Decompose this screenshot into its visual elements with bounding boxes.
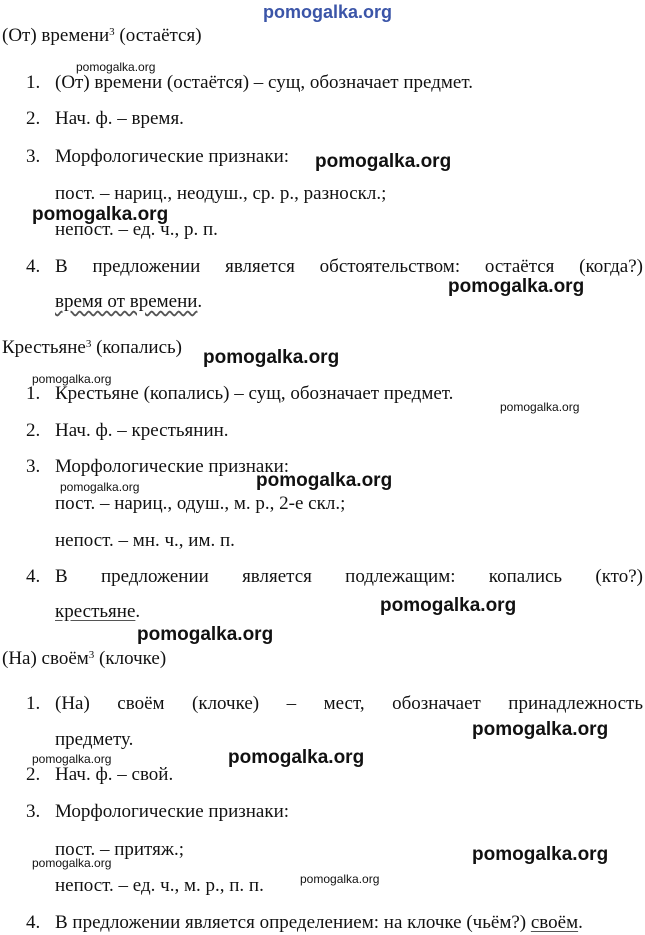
watermark: pomogalka.org <box>203 347 340 368</box>
list-item-continuation <box>55 601 140 623</box>
watermark: pomogalka.org <box>380 595 517 616</box>
item-number: 4. <box>26 256 41 277</box>
period: . <box>135 601 141 622</box>
heading-rest: (остаётся) <box>114 25 202 46</box>
watermark-small: pomogalka.org <box>300 872 380 886</box>
list-item-text: Нач. ф. – свой. <box>55 764 174 785</box>
watermark-top: pomogalka.org <box>263 2 393 22</box>
list-item-text: (На) своём (клочке) – мест, обозначает принадлежность <box>55 693 643 714</box>
list-item-text: Крестьяне (копались) – сущ, обозначает предмет. <box>55 383 454 404</box>
list-item <box>26 72 40 94</box>
non-permanent-features: непост. – ед. ч., м. р., п. п. <box>55 875 264 896</box>
watermark: pomogalka.org <box>315 151 452 172</box>
item-number: 2. <box>26 764 41 785</box>
list-item-text: Нач. ф. – крестьянин. <box>55 420 229 441</box>
list-item-text: Нач. ф. – время. <box>55 108 184 129</box>
permanent-features: пост. – нариц., одуш., м. р., 2-е скл.; <box>55 493 346 514</box>
item-number: 2. <box>26 420 41 441</box>
heading-superscript: 3 <box>85 338 92 350</box>
underlined-word: своём <box>530 912 579 933</box>
underlined-word: время от времени <box>55 291 198 312</box>
list-item-text: В предложении является обстоятельством: остаётся (когда?) <box>55 256 643 277</box>
watermark-small: pomogalka.org <box>500 400 580 414</box>
list-item-text: Морфологические признаки: <box>55 456 290 477</box>
item-number: 4. <box>26 566 41 587</box>
watermark-small: pomogalka.org <box>32 372 112 386</box>
non-permanent-features: непост. – ед. ч., р. п. <box>55 219 218 240</box>
watermark: pomogalka.org <box>448 276 585 297</box>
period: . <box>197 291 203 312</box>
watermark-small: pomogalka.org <box>32 752 112 766</box>
item-number: 4. <box>26 912 41 933</box>
watermark-small: pomogalka.org <box>76 60 156 74</box>
watermark: pomogalka.org <box>472 719 609 740</box>
underlined-word: крестьяне <box>55 601 136 622</box>
watermark: pomogalka.org <box>32 204 169 225</box>
item-number: 1. <box>26 693 41 714</box>
section-heading <box>2 648 166 670</box>
list-item-text: Морфологические признаки: <box>55 146 290 167</box>
item-number: 2. <box>26 108 41 129</box>
permanent-features: пост. – нариц., неодуш., ср. р., разноскл.; <box>55 183 387 204</box>
item-number: 1. <box>26 72 41 93</box>
watermark-small: pomogalka.org <box>32 856 112 870</box>
list-item-text: Морфологические признаки: <box>55 801 290 822</box>
heading-superscript: 3 <box>109 26 115 38</box>
non-permanent-features: непост. – мн. ч., им. п. <box>55 530 235 551</box>
list-item-text: В предложении является подлежащим: копались (кто?) <box>55 566 643 587</box>
heading-rest: (копались) <box>91 337 183 358</box>
section-heading <box>2 337 182 359</box>
heading-rest: (клочке) <box>94 648 167 669</box>
list-item-continuation: предмету. <box>55 729 134 750</box>
permanent-features: пост. – притяж.; <box>55 839 184 860</box>
item-number: 1. <box>26 383 41 404</box>
watermark: pomogalka.org <box>472 844 609 865</box>
list-item-continuation <box>55 291 202 313</box>
watermark: pomogalka.org <box>256 470 393 491</box>
period: . <box>578 912 583 933</box>
list-item-text-main: В предложении является определением: на клочке (чьём?) <box>55 912 527 933</box>
heading-word: Крестьяне <box>2 337 86 358</box>
heading-word: (На) своём <box>2 648 89 669</box>
item-number: 3. <box>26 146 41 167</box>
watermark: pomogalka.org <box>228 747 365 768</box>
item-number: 3. <box>26 801 41 822</box>
item-number: 3. <box>26 456 41 477</box>
section-heading <box>2 25 202 47</box>
heading-word: (От) времени <box>2 25 110 46</box>
list-item-text: (От) времени (остаётся) – сущ, обозначает предмет. <box>55 72 473 93</box>
list-item-text <box>55 912 583 934</box>
watermark: pomogalka.org <box>137 624 274 645</box>
heading-superscript: 3 <box>88 649 95 661</box>
watermark-small: pomogalka.org <box>60 480 140 494</box>
